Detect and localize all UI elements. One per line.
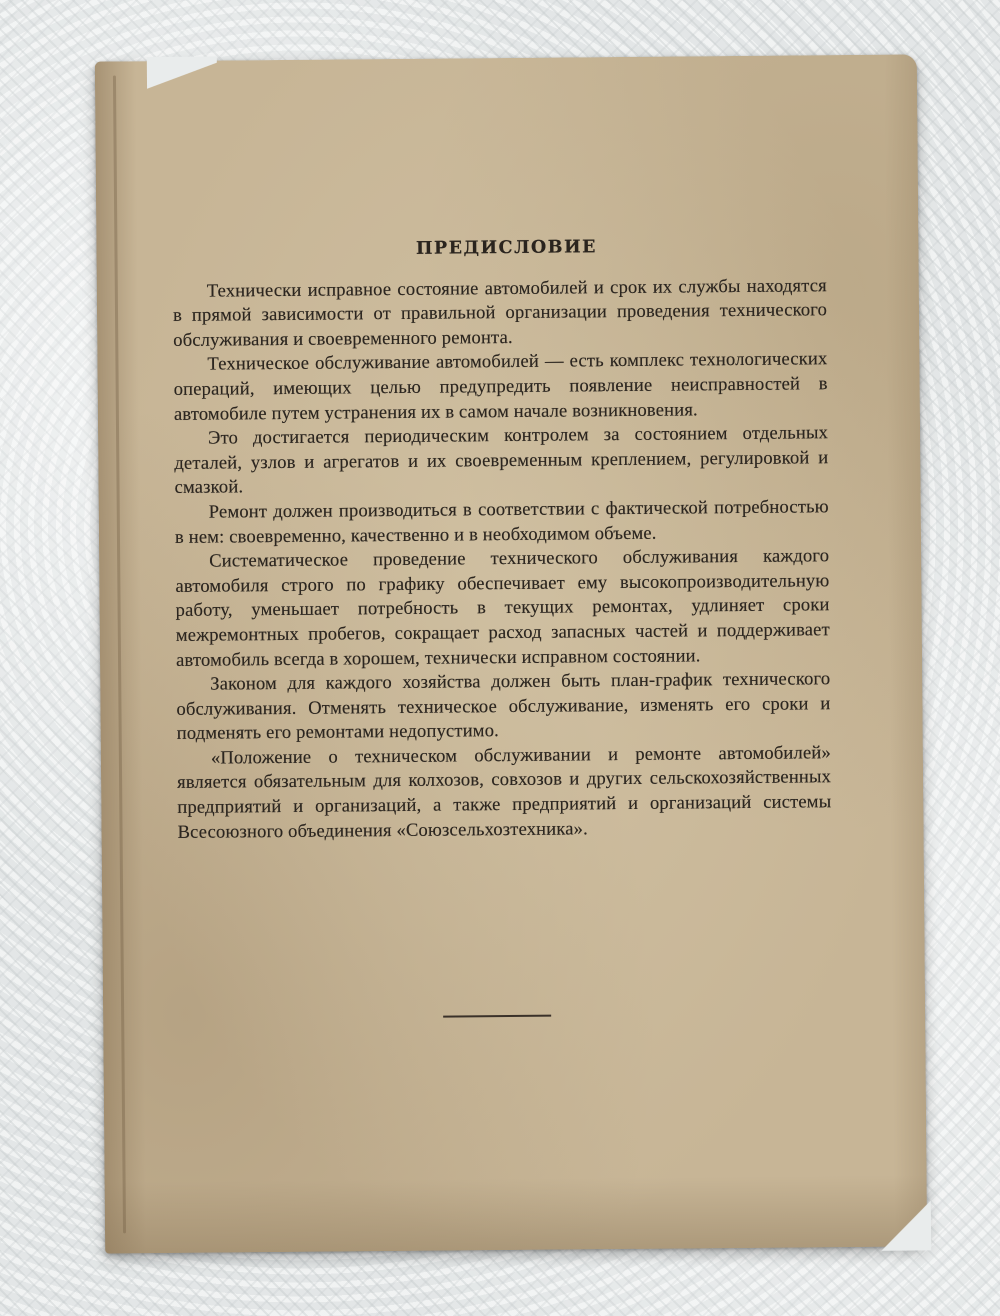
paragraph-4: Ремонт должен производиться в соответствии с фактической потребностью в нем: своевременно, качественно и в необходимом объеме. [174, 496, 829, 548]
paragraph-6: Законом для каждого хозяйства должен быть план-график технического обслуживания. Отменять техническое обслуживание, изменять его сроки и подменять его ремонтами недопустимо. [176, 668, 831, 745]
paragraph-3: Это достигается периодическим контролем за состоянием отдельных деталей, узлов и агрегатов и их своевременным креплением, регулировкой и смазкой. [174, 422, 829, 499]
paragraph-1: Технически исправное состояние автомобилей и срок их службы находятся в прямой зависимости от правильной организации проведения технического обслуживания и своевременного ремонта. [172, 274, 828, 351]
page-title: ПРЕДИСЛОВИЕ [415, 237, 598, 259]
paragraph-7: «Положение о техническом обслуживании и ремонте автомобилей» является обязательным для колхозов, совхозов и других сельскохозяйственных предприятий и организаций, а также предприятий и организаций системы Всесоюзного объединения «Союзсельхозтехника». [177, 742, 832, 843]
worn-corner [871, 1190, 932, 1251]
paragraph-5: Систематическое проведение технического обслуживания каждого автомобиля строго по графику обеспечивает ему высокопроизводительную работу, уменьшает потребность в текущих ремонтах, удлиняет сроки межремонтных пробегов, сокращает расход запасных частей и поддерживает автомобиль всегда в хорошем, технически исправном состоянии. [175, 545, 830, 671]
booklet-page [95, 54, 927, 1253]
end-rule [443, 1015, 551, 1018]
torn-corner [147, 57, 217, 102]
page-text [172, 233, 831, 845]
paragraph-2: Техническое обслуживание автомобилей — есть комплекс технологических операций, имеющих целью предупредить появление неисправностей в автомобиле путем устранения их в самом начале возникновения. [173, 348, 828, 425]
